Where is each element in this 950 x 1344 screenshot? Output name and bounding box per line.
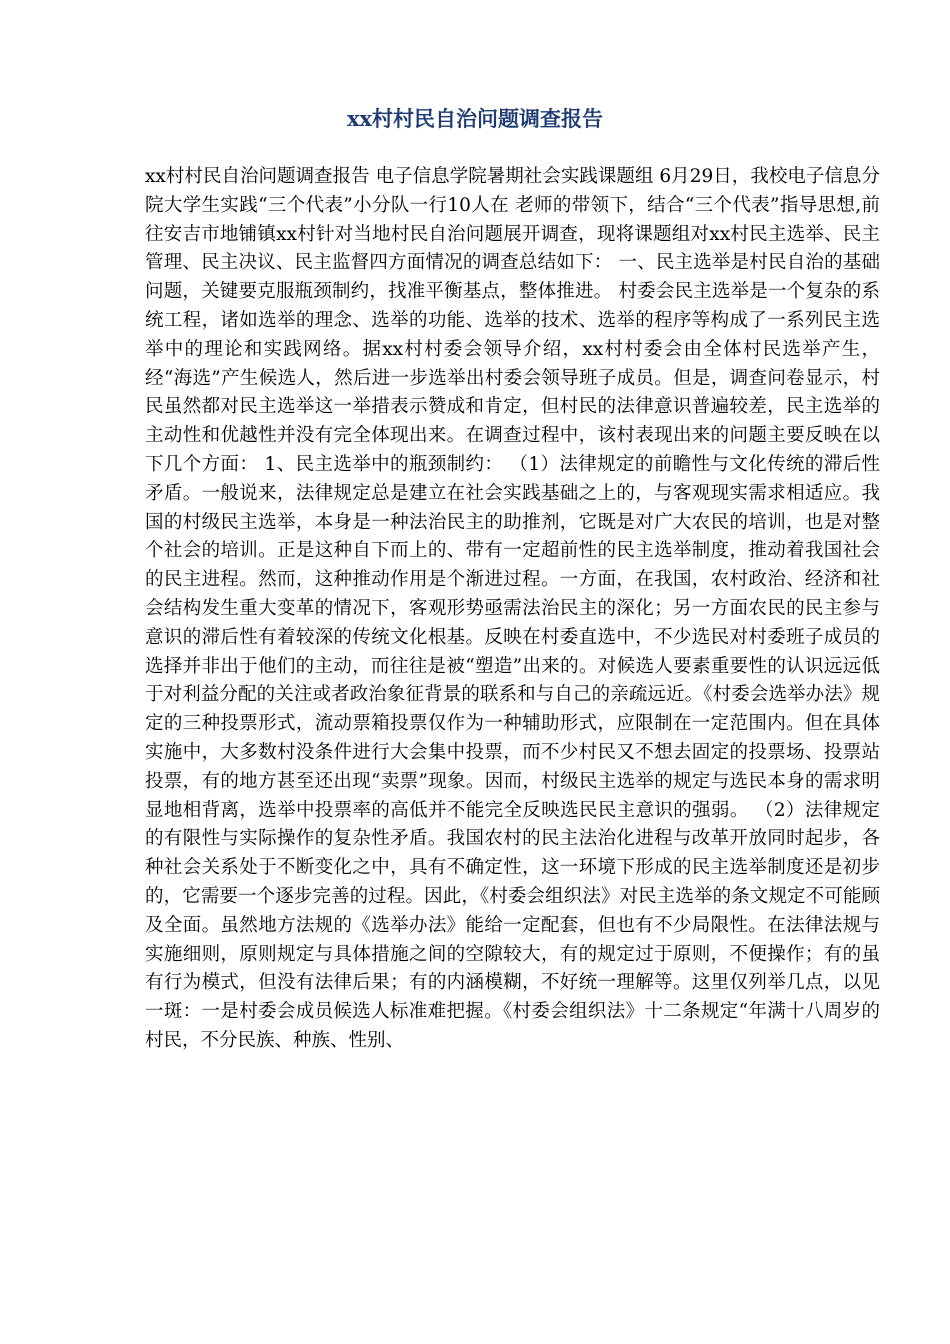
document-body: xx村村民自治问题调查报告 电子信息学院暑期社会实践课题组 6月29日，我校电子信息分院大学生实践“三个代表”小分队一行10人在 老师的带领下，结合“三个代表”指导思想,前往安吉市地铺镇xx村针对当地村民自治问题展开调查，现将课题组对xx村民主选举、民主管理、民主决议、民主监督四方面情况的调查总结如下： 一、民主选举是村民自治的基础问题，关键要克服瓶颈制约，找准平衡基点，整体推进。 村委会民主选举是一个复杂的系统工程，诸如选举的理念、选举的功能、选举的技术、选举的程序等构成了一系列民主选举中的理论和实践网络。据xx村村委会领导介绍，xx村村委会由全体村民选举产生，经“海选”产生候选人，然后进一步选举出村委会领导班子成员。但是，调查问卷显示，村民虽然都对民主选举这一举措表示赞成和肯定，但村民的法律意识普遍较差，民主选举的主动性和优越性并没有完全体现出来。在调查过程中，该村表现出来的问题主要反映在以下几个方面： 1、民主选举中的瓶颈制约： （1）法律规定的前瞻性与文化传统的滞后性矛盾。一般说来，法律规定总是建立在社会实践基础之上的，与客观现实需求相适应。我国的村级民主选举，本身是一种法治民主的助推剂，它既是对广大农民的培训，也是对整个社会的培训。正是这种自下而上的、带有一定超前性的民主选举制度，推动着我国社会的民主进程。然而，这种推动作用是个渐进过程。一方面，在我国，农村政治、经济和社会结构发生重大变革的情况下，客观形势亟需法治民主的深化；另一方面农民的民主参与意识的滞后性有着较深的传统文化根基。反映在村委直选中，不少选民对村委班子成员的选择并非出于他们的主动，而往往是被“塑造”出来的。对候选人要素重要性的认识远远低于对利益分配的关注或者政治象征背景的联系和与自己的亲疏远近。《村委会选举办法》规定的三种投票形式，流动票箱投票仅作为一种辅助形式，应限制在一定范围内。但在具体实施中，大多数村没条件进行大会集中投票，而不少村民又不想去固定的投票场、投票站投票，有的地方甚至还出现“卖票”现象。因而，村级民主选举的规定与选民本身的需求明显地相背离，选举中投票率的高低并不能完全反映选民民主意识的强弱。 （2）法律规定的有限性与实际操作的复杂性矛盾。我国农村的民主法治化进程与改革开放同时起步，各种社会关系处于不断变化之中，具有不确定性，这一环境下形成的民主选举制度还是初步的，它需要一个逐步完善的过程。因此，《村委会组织法》对民主选举的条文规定不可能顾及全面。虽然地方法规的《选举办法》能给一定配套，但也有不少局限性。在法律法规与实施细则，原则规定与具体措施之间的空隙较大，有的规定过于原则，不便操作；有的虽有行为模式，但没有法律后果；有的内涵模糊，不好统一理解等。这里仅列举几点，以见一斑：一是村委会成员候选人标准难把握。《村委会组织法》十二条规定“年满十八周岁的村民，不分民族、种族、性别、	[145, 166, 880, 1051]
document-title: xx村村民自治问题调查报告	[346, 106, 604, 131]
